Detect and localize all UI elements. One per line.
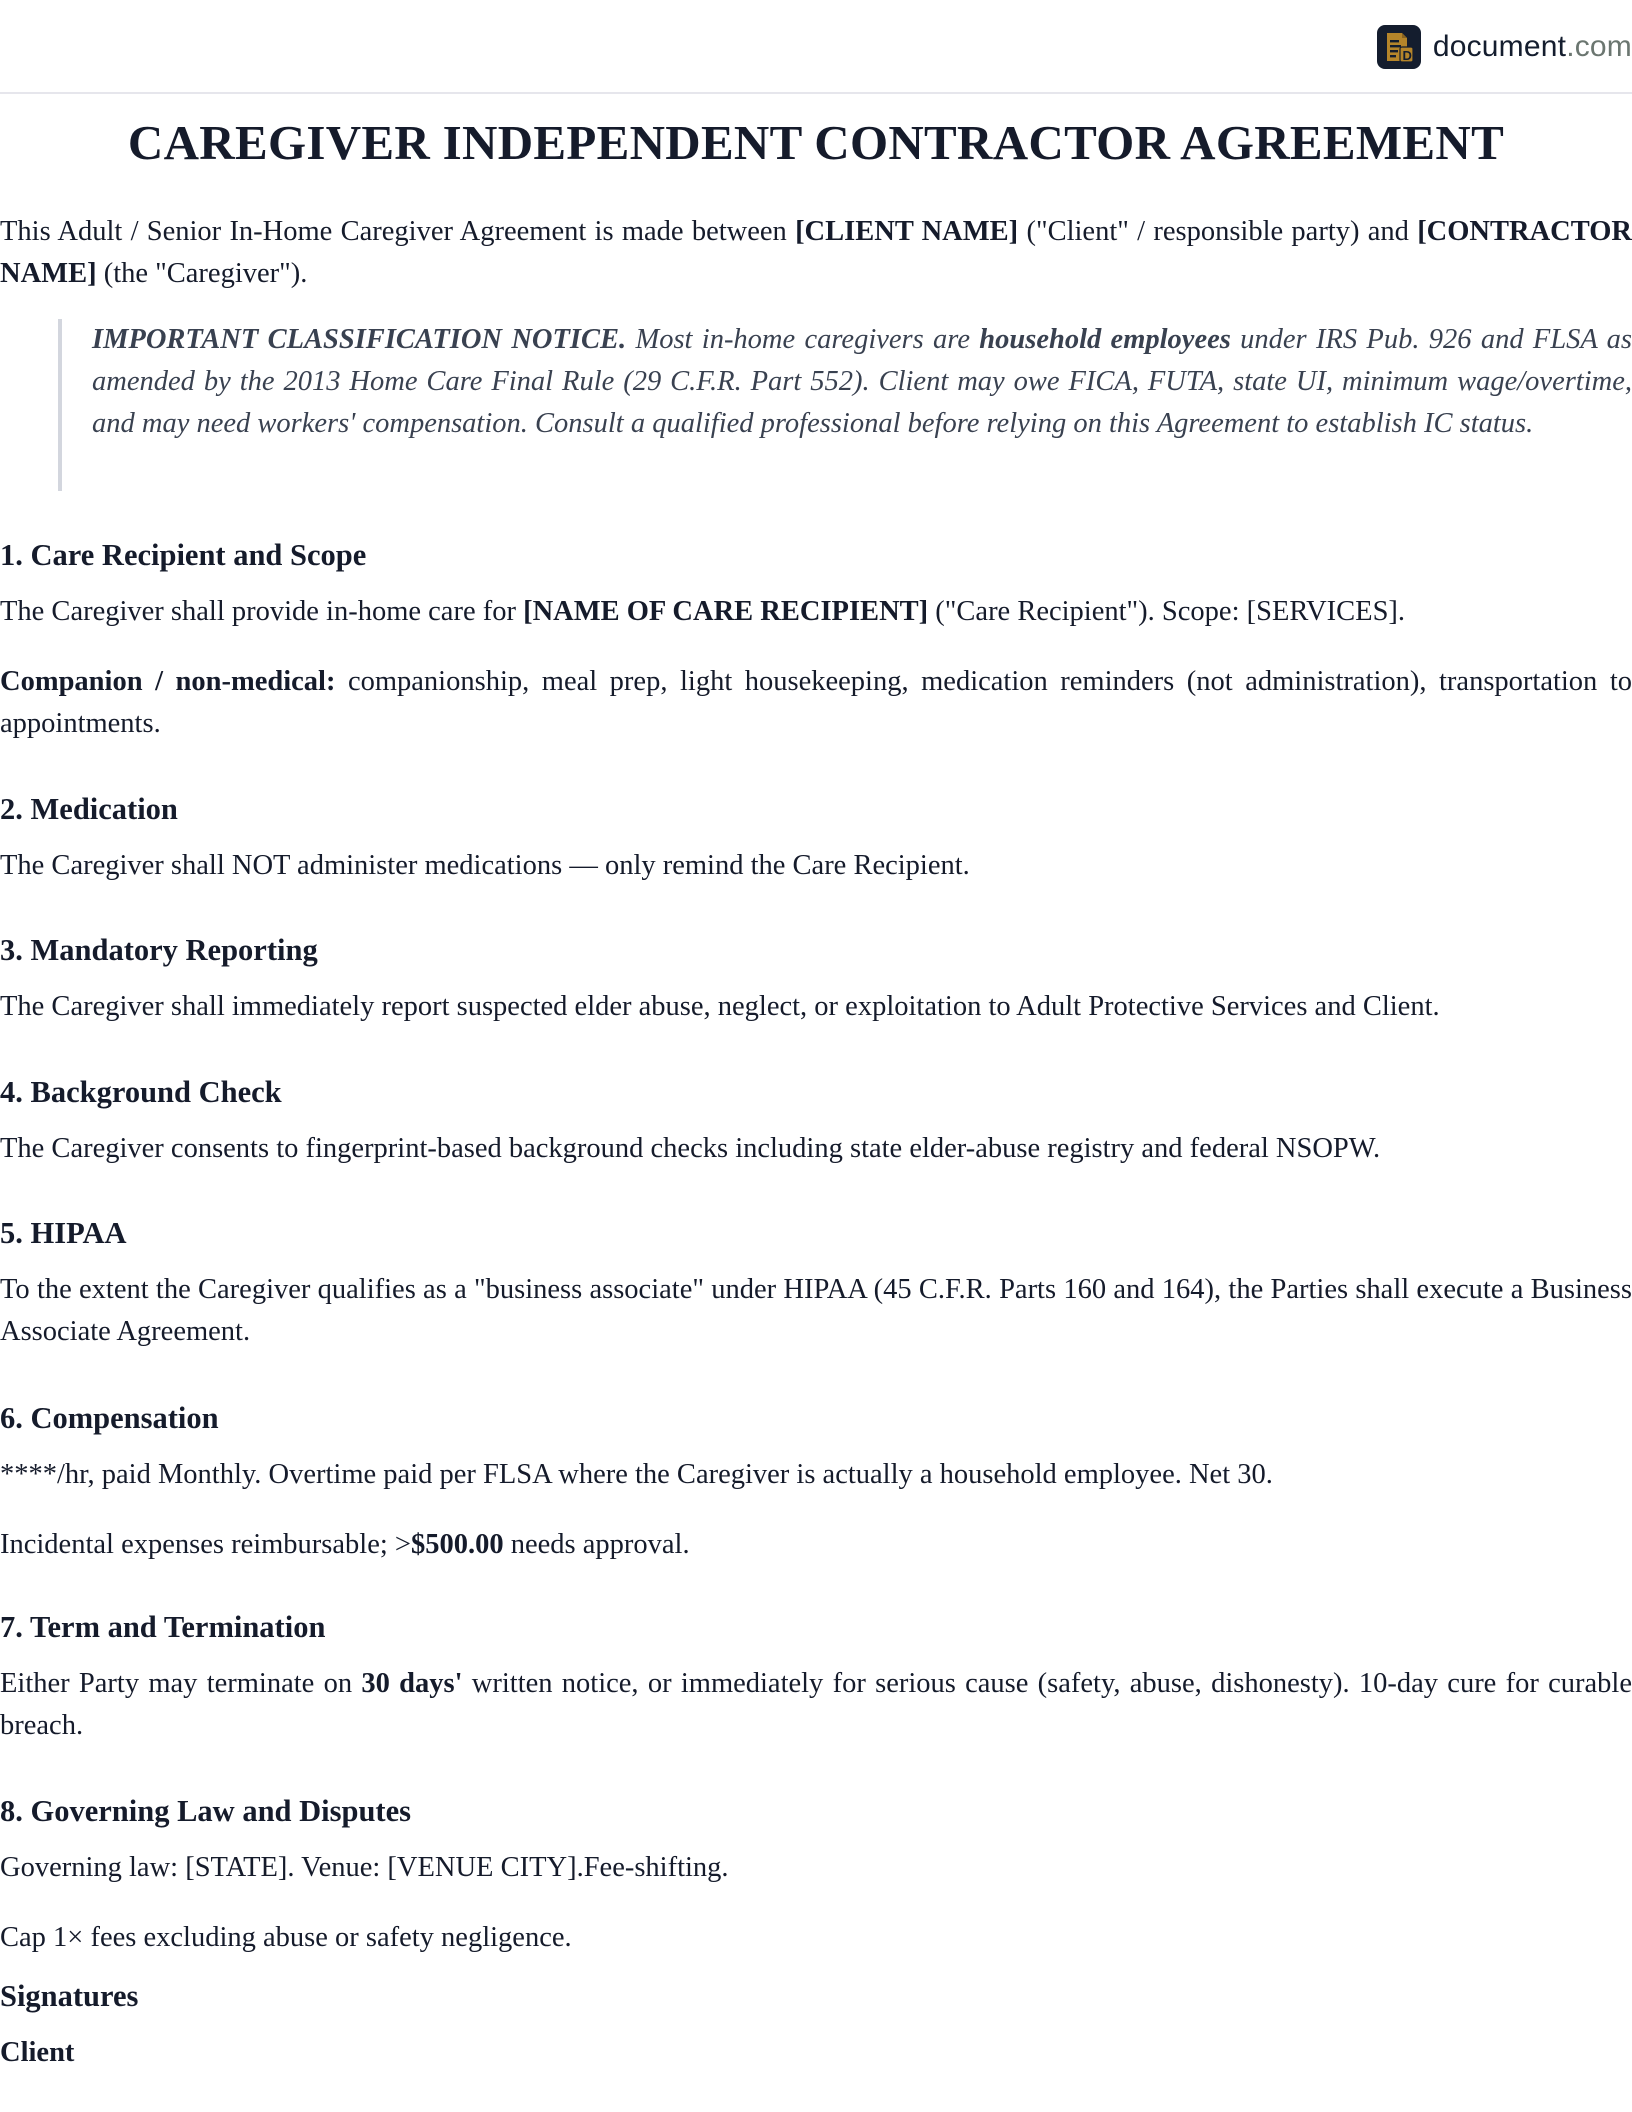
section-7: 7. Term and Termination Either Party may terminate on 30 days' written notice, or immediately for serious cause (safety, abuse, dishonesty). 10-day cure for curable breach.: [0, 1606, 1632, 1747]
section-heading: 8. Governing Law and Disputes: [0, 1794, 411, 1828]
section-4: 4. Background Check The Caregiver consents to fingerprint-based background checks including state elder-abuse registry and federal NSOPW.: [0, 1071, 1632, 1170]
document-title: CAREGIVER INDEPENDENT CONTRACTOR AGREEMENT: [127, 115, 1505, 170]
top-bar: [0, 0, 1632, 94]
intro-paragraph: This Adult / Senior In-Home Caregiver Agreement is made between [CLIENT NAME] ("Client" / responsible party) and [CONTRACTOR NAME] (the "Caregiver").: [0, 216, 1632, 289]
section-6: 6. Compensation ****/hr, paid Monthly. Overtime paid per FLSA where the Caregiver is actually a household employee. Net 30. Incidental expenses reimbursable; >$500.00 needs approval.: [0, 1397, 1632, 1566]
section-1: 1. Care Recipient and Scope The Caregiver shall provide in-home care for [NAME OF CARE RECIPIENT] ("Care Recipient"). Scope: [SERVICES]. Companion / non-medical: companionship, meal prep, light housekeeping, medication reminders (not administration), transportation to appointments.: [0, 534, 1632, 745]
section-heading: 7. Term and Termination: [0, 1610, 326, 1644]
section-heading: 2. Medication: [0, 792, 178, 826]
signatures-heading: Signatures: [0, 1979, 139, 2013]
signatures-section: [0, 1975, 1632, 2074]
notice-label: IMPORTANT CLASSIFICATION NOTICE.: [92, 324, 627, 355]
brand-logo[interactable]: [1377, 24, 1632, 70]
section-heading: 6. Compensation: [0, 1401, 219, 1435]
section-heading: 5. HIPAA: [0, 1216, 127, 1250]
section-5: 5. HIPAA To the extent the Caregiver qualifies as a "business associate" under HIPAA (45 C.F.R. Parts 160 and 164), the Parties shall execute a Business Associate Agreement.: [0, 1212, 1632, 1353]
section-3: 3. Mandatory Reporting The Caregiver shall immediately report suspected elder abuse, neglect, or exploitation to Adult Protective Services and Client.: [0, 929, 1632, 1028]
classification-notice: IMPORTANT CLASSIFICATION NOTICE. Most in-home caregivers are household employees under IRS Pub. 926 and FLSA as amended by the 2013 Home Care Final Rule (29 C.F.R. Part 552). Client may owe FICA, FUTA, state UI, minimum wage/overtime, and may need workers' compensation. Consult a qualified professional before relying on this Agreement to establish IC status.: [58, 319, 1632, 491]
section-heading: 4. Background Check: [0, 1075, 282, 1109]
section-8: 8. Governing Law and Disputes Governing law: [STATE]. Venue: [VENUE CITY].Fee-shifting. Cap 1× fees excluding abuse or safety negligence.: [0, 1790, 1632, 1959]
brand-name: document.com: [1432, 30, 1632, 63]
client-signature-label: Client: [0, 2037, 75, 2068]
client-name-placeholder: [CLIENT NAME]: [795, 216, 1019, 247]
document-icon: [1377, 25, 1421, 69]
section-heading: 3. Mandatory Reporting: [0, 933, 318, 967]
contractor-name-placeholder: [CONTRACTOR NAME]: [0, 216, 1632, 289]
svg-text:D: D: [1402, 48, 1412, 63]
section-2: 2. Medication The Caregiver shall NOT administer medications — only remind the Care Recipient.: [0, 788, 1632, 887]
section-heading: 1. Care Recipient and Scope: [0, 538, 367, 572]
